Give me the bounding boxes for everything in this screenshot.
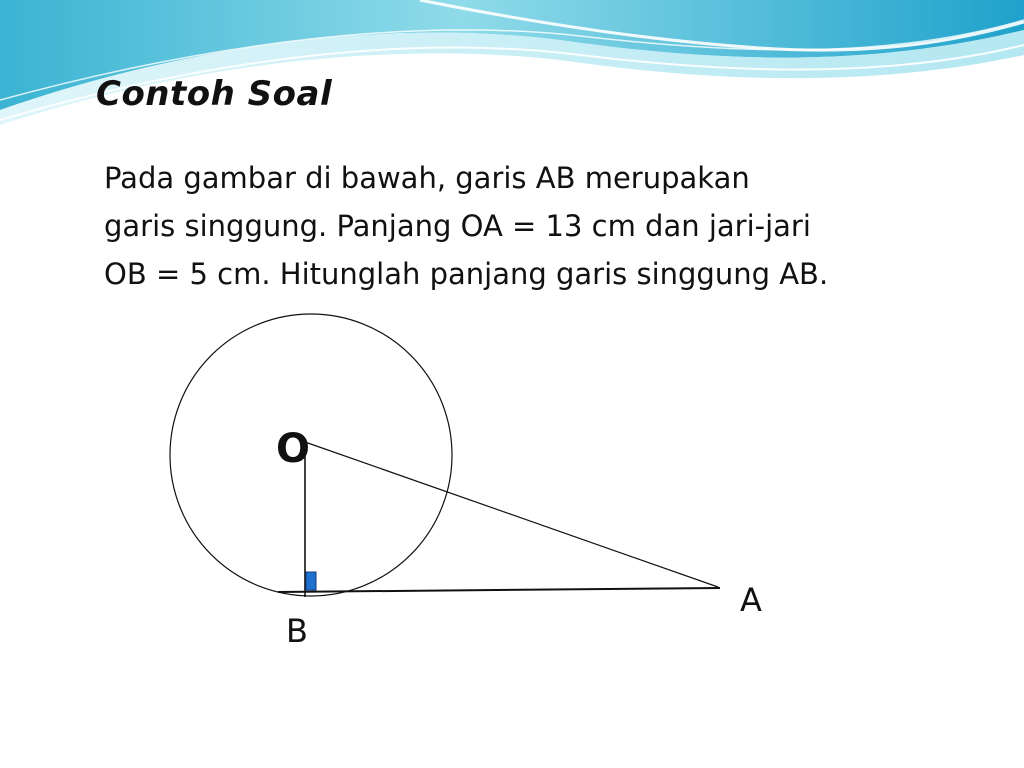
problem-line-2: garis singgung. Panjang OA = 13 cm dan jari-jari (104, 209, 811, 243)
tangent-line-ab (278, 588, 720, 592)
problem-line-1: Pada gambar di bawah, garis AB merupakan (104, 161, 750, 195)
label-a: A (740, 581, 762, 619)
circle (170, 314, 452, 596)
right-angle-marker (306, 572, 316, 590)
label-o: O (276, 426, 311, 472)
slide-title: Contoh Soal (96, 74, 333, 114)
problem-line-3: OB = 5 cm. Hitunglah panjang garis singgung AB. (104, 257, 829, 291)
label-b: B (286, 612, 308, 650)
segment-oa (305, 442, 718, 587)
